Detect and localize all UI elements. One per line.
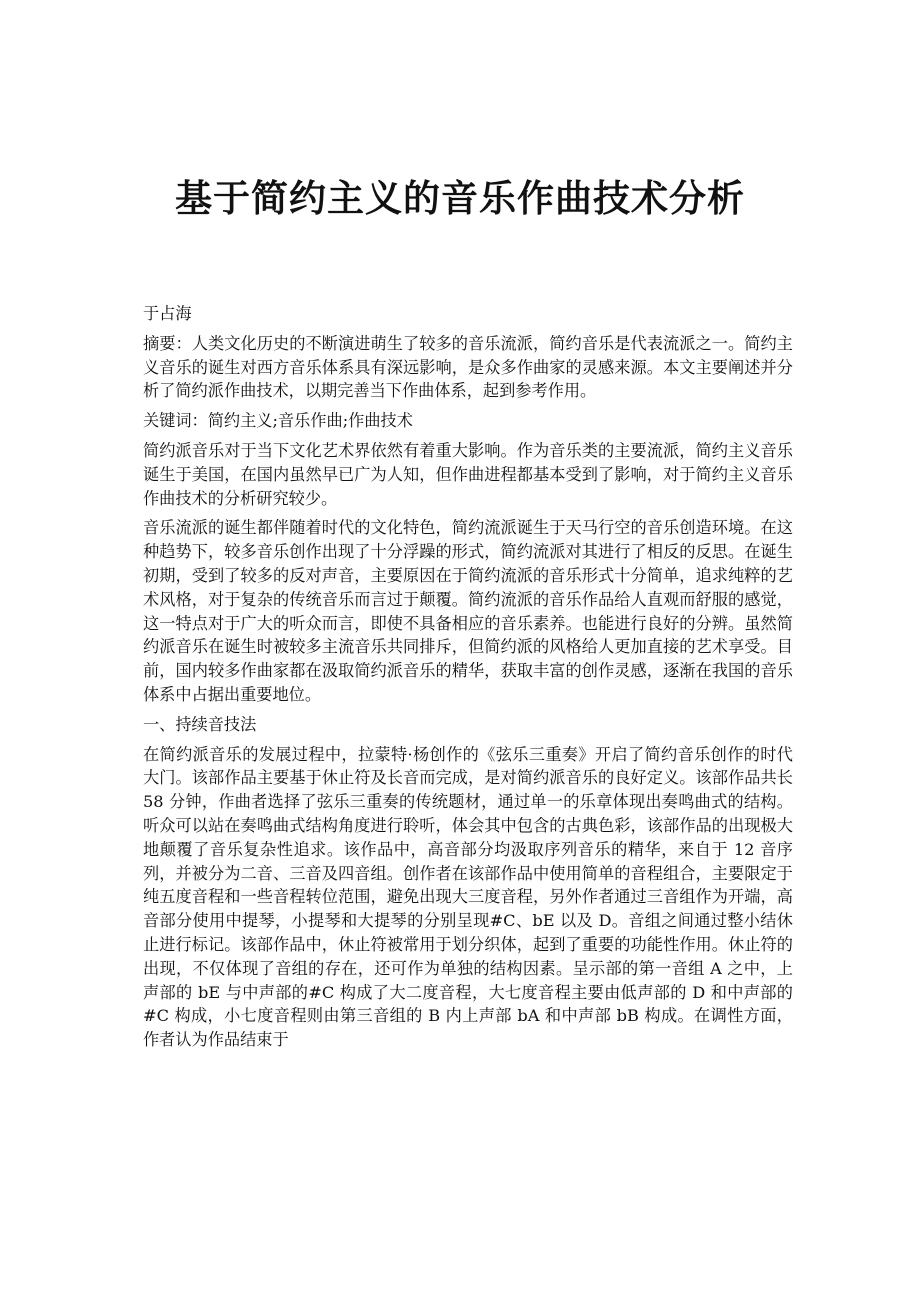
document-body	[143, 302, 793, 1058]
body-paragraph: 音乐流派的诞生都伴随着时代的文化特色，简约流派诞生于天马行空的音乐创造环境。在这种趋势下，较多音乐创作出现了十分浮躁的形式，简约流派对其进行了相反的反思。在诞生初期，受到了较多的反对声音，主要原因在于简约流派的音乐形式十分简单，追求纯粹的艺术风格，对于复杂的传统音乐而言过于颠覆。简约流派的音乐作品给人直观而舒服的感觉，这一特点对于广大的听众而言，即使不具备相应的音乐素养。也能进行良好的分辨。虽然简约派音乐在诞生时被较多主流音乐共同排斥，但简约派的风格给人更加直接的艺术享受。目前，国内较多作曲家都在汲取简约派音乐的精华，获取丰富的创作灵感，逐渐在我国的音乐体系中占据出重要地位。	[143, 518, 793, 704]
body-paragraph: 简约派音乐对于当下文化艺术界依然有着重大影响。作为音乐类的主要流派，简约主义音乐诞生于美国，在国内虽然早已广为人知，但作曲进程都基本受到了影响，对于简约主义音乐作曲技术的分析研究较少。	[143, 440, 793, 508]
document-title: 基于简约主义的音乐作曲技术分析	[175, 176, 745, 220]
abstract-paragraph: 摘要：人类文化历史的不断演进萌生了较多的音乐流派，简约音乐是代表流派之一。简约主义音乐的诞生对西方音乐体系具有深远影响，是众多作曲家的灵感来源。本文主要阐述并分析了简约派作曲技术，以期完善当下作曲体系，起到参考作用。	[143, 333, 793, 401]
section-paragraph: 在简约派音乐的发展过程中，拉蒙特·杨创作的《弦乐三重奏》开启了简约音乐创作的时代大门。该部作品主要基于休止符及长音而完成，是对简约派音乐的良好定义。该部作品共长 58 分钟，作曲者选择了弦乐三重奏的传统题材，通过单一的乐章体现出奏鸣曲式的结构。听众可以站在奏鸣曲式结构角度进行聆听，体会其中包含的古典色彩，该部作品的出现极大地颠覆了音乐复杂性追求。该作品中，高音部分均汲取序列音乐的精华，来自于 12 音序列，并被分为二音、三音及四音组。创作者在该部作品中使用简单的音程组合，主要限定于纯五度音程和一些音程转位范围，避免出现大三度音程，另外作者通过三音组作为开端，高音部分使用中提琴，小提琴和大提琴的分别呈现#C、bE 以及 D。音组之间通过整小结休止进行标记。该部作品中，休止符被常用于划分织体，起到了重要的功能性作用。休止符的出现，不仅体现了音组的存在，还可作为单独的结构因素。呈示部的第一音组 A 之中，上声部的 bE 与中声部的#C 构成了大二度音程，大七度音程主要由低声部的 D 和中声部的#C 构成，小七度音程则由第三音组的 B 内上声部 bA 和中声部 bB 构成。在调性方面，作者认为作品结束于	[143, 744, 793, 1050]
author-name: 于占海	[143, 304, 192, 323]
section-heading: 一、持续音技法	[143, 714, 257, 734]
keywords-line: 关键词：简约主义;音乐作曲;作曲技术	[143, 411, 413, 431]
